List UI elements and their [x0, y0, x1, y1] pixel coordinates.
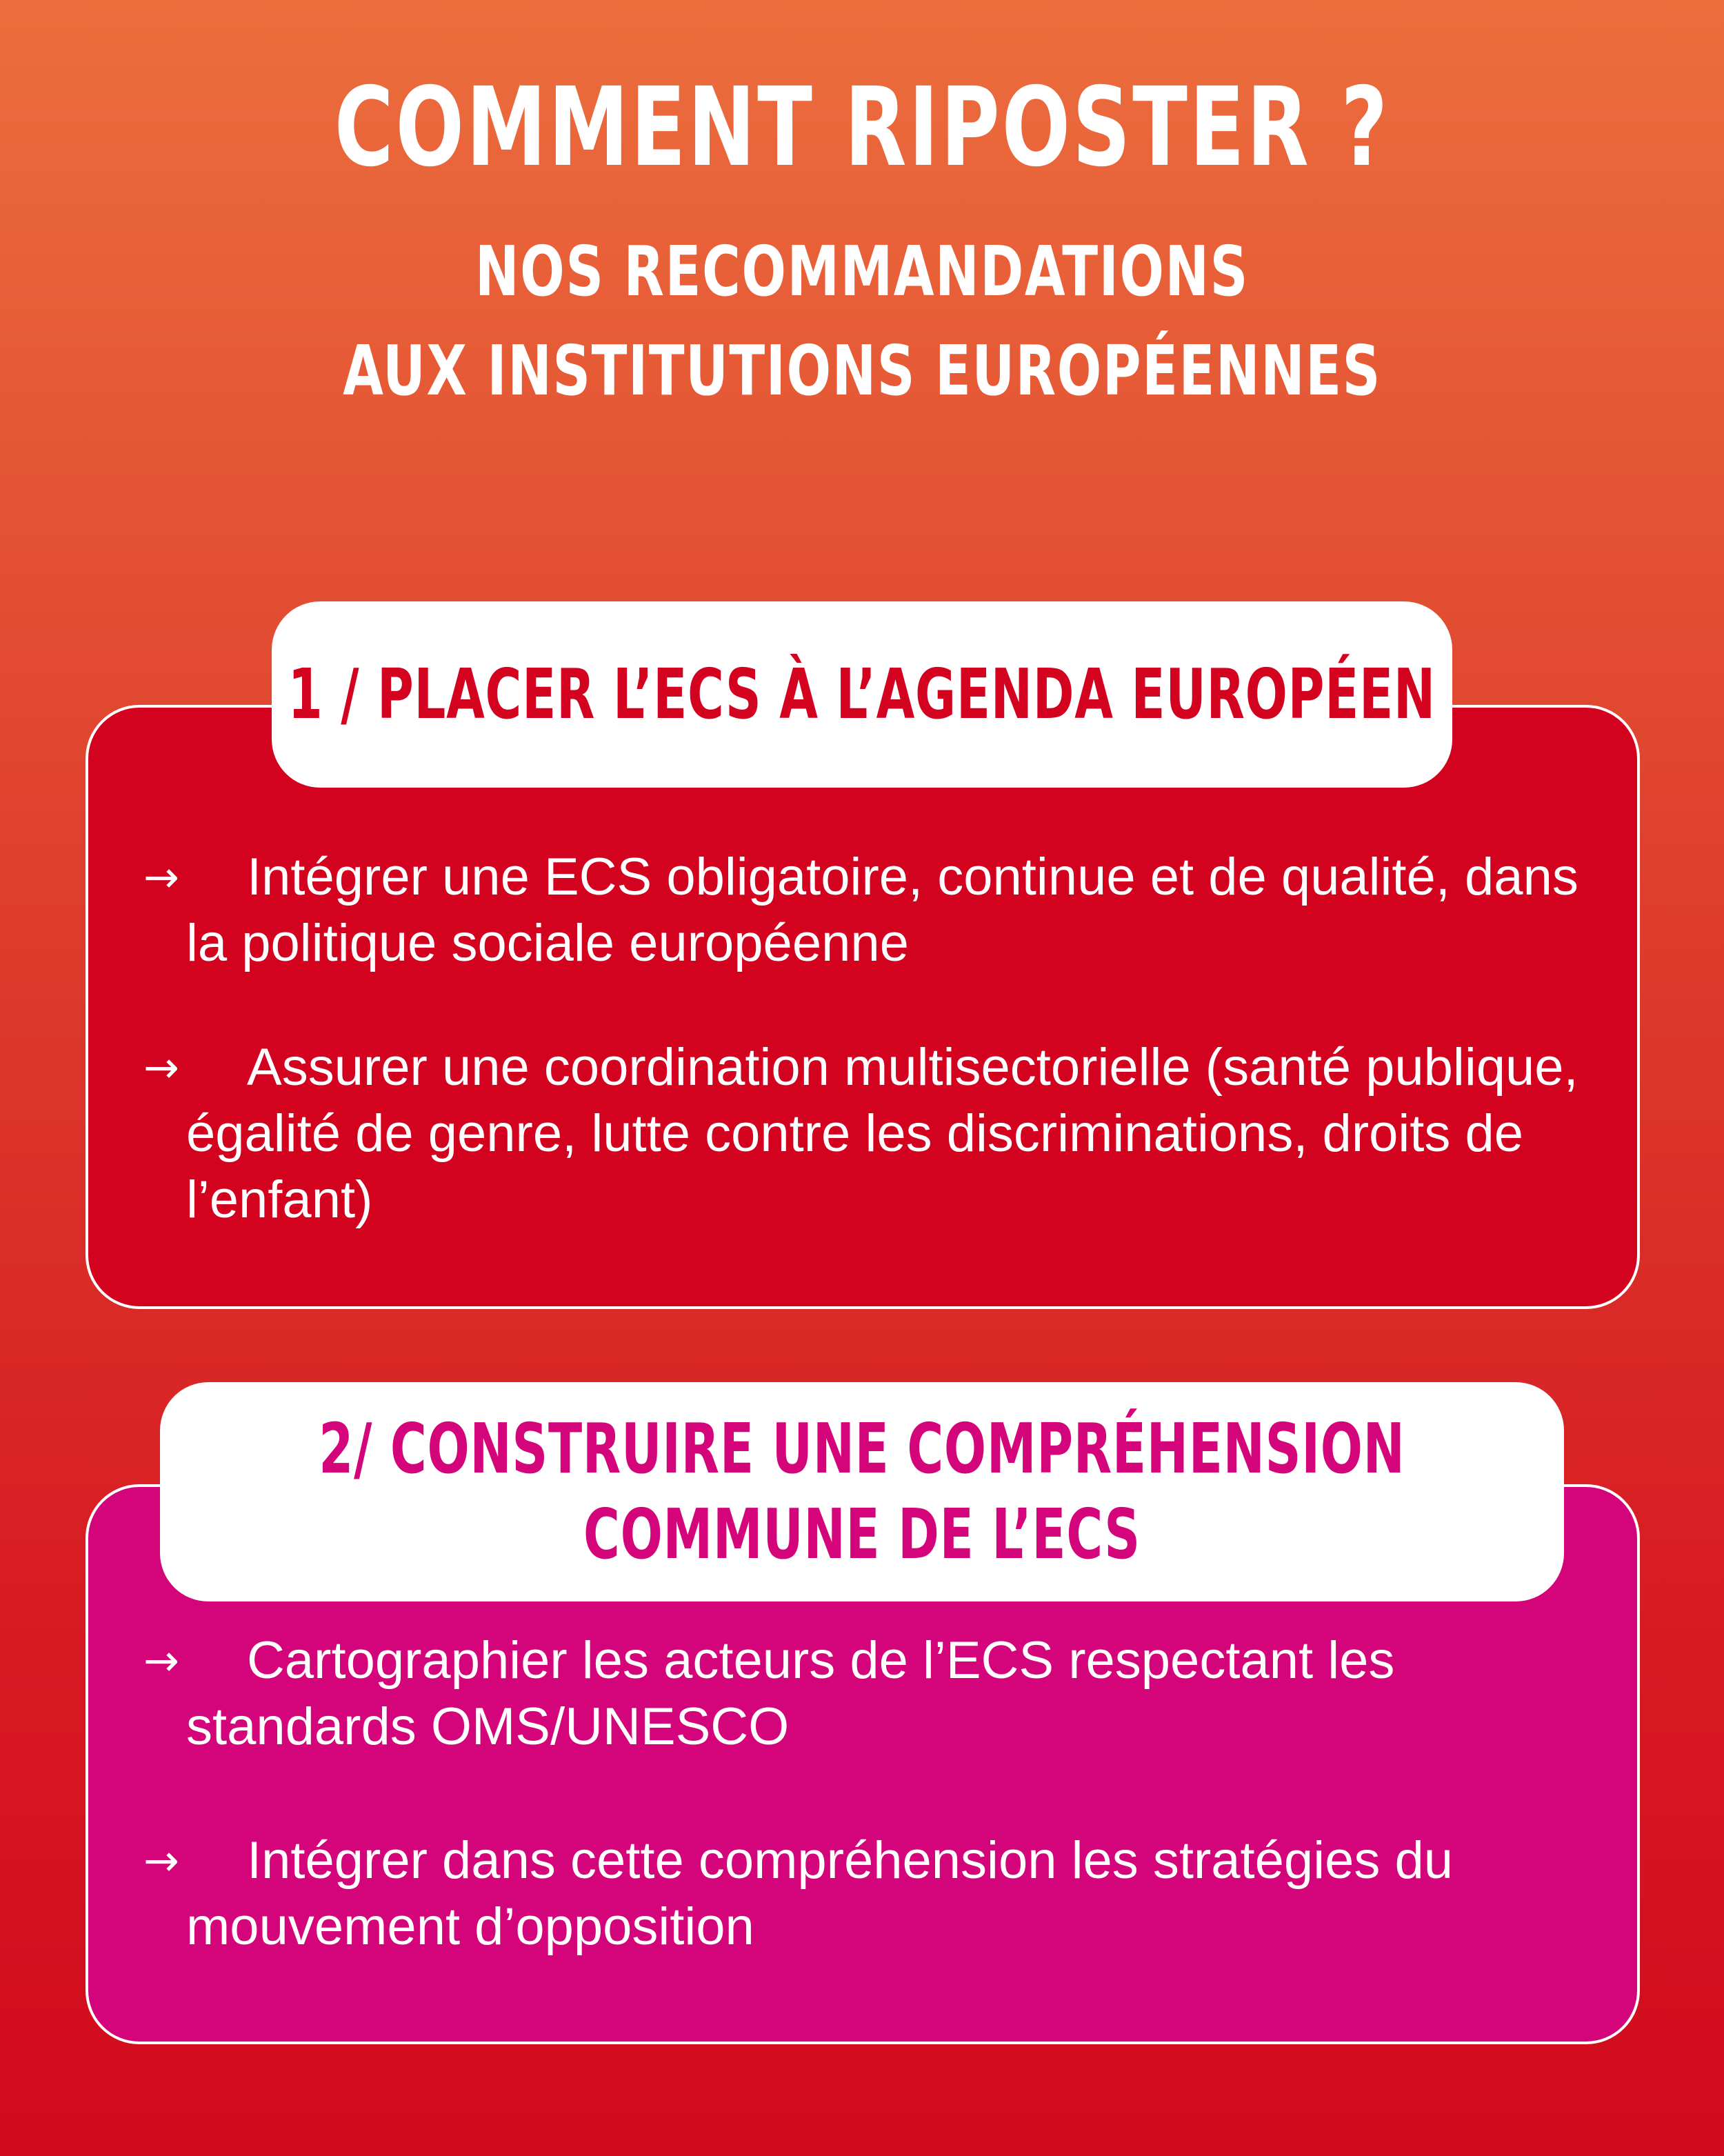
page-title: COMMENT RIPOSTER ? [334, 64, 1390, 191]
section-2-heading-line-2: COMMUNE DE L’ECS [583, 1494, 1141, 1575]
arrow-right-icon: → [143, 852, 179, 902]
section-1-heading: 1 / PLACER L’ECS À L’AGENDA EUROPÉEN [288, 654, 1436, 735]
section-1-heading-badge [272, 601, 1452, 788]
arrow-right-icon: → [143, 1835, 179, 1886]
section-1-item-2 [143, 1035, 1600, 1233]
arrow-right-icon: → [143, 1042, 179, 1092]
section-2-heading-badge [160, 1382, 1564, 1601]
section-1-item-2-text: Assurer une coordination multisectorielle (santé publique, égalité de genre, lutte contre les discriminations, droits de l’enfant) [186, 1038, 1578, 1229]
section-1-item-1-text: Intégrer une ECS obligatoire, continue et de qualité, dans la politique sociale européenne [186, 848, 1578, 972]
section-2-item-1 [143, 1628, 1600, 1760]
section-2-item-2 [143, 1828, 1600, 1960]
page-subtitle-line-1: NOS RECOMMANDATIONS [475, 231, 1249, 312]
section-1-item-1 [143, 844, 1600, 977]
arrow-right-icon: → [143, 1635, 179, 1686]
section-2-item-2-text: Intégrer dans cette compréhension les stratégies du mouvement d’opposition [186, 1831, 1454, 1956]
section-2-heading-line-1: 2/ CONSTRUIRE UNE COMPRÉHENSION [319, 1408, 1405, 1489]
section-2-item-1-text: Cartographier les acteurs de l’ECS respectant les standards OMS/UNESCO [186, 1631, 1395, 1756]
page-subtitle-line-2: AUX INSTITUTIONS EUROPÉENNES [343, 330, 1381, 411]
